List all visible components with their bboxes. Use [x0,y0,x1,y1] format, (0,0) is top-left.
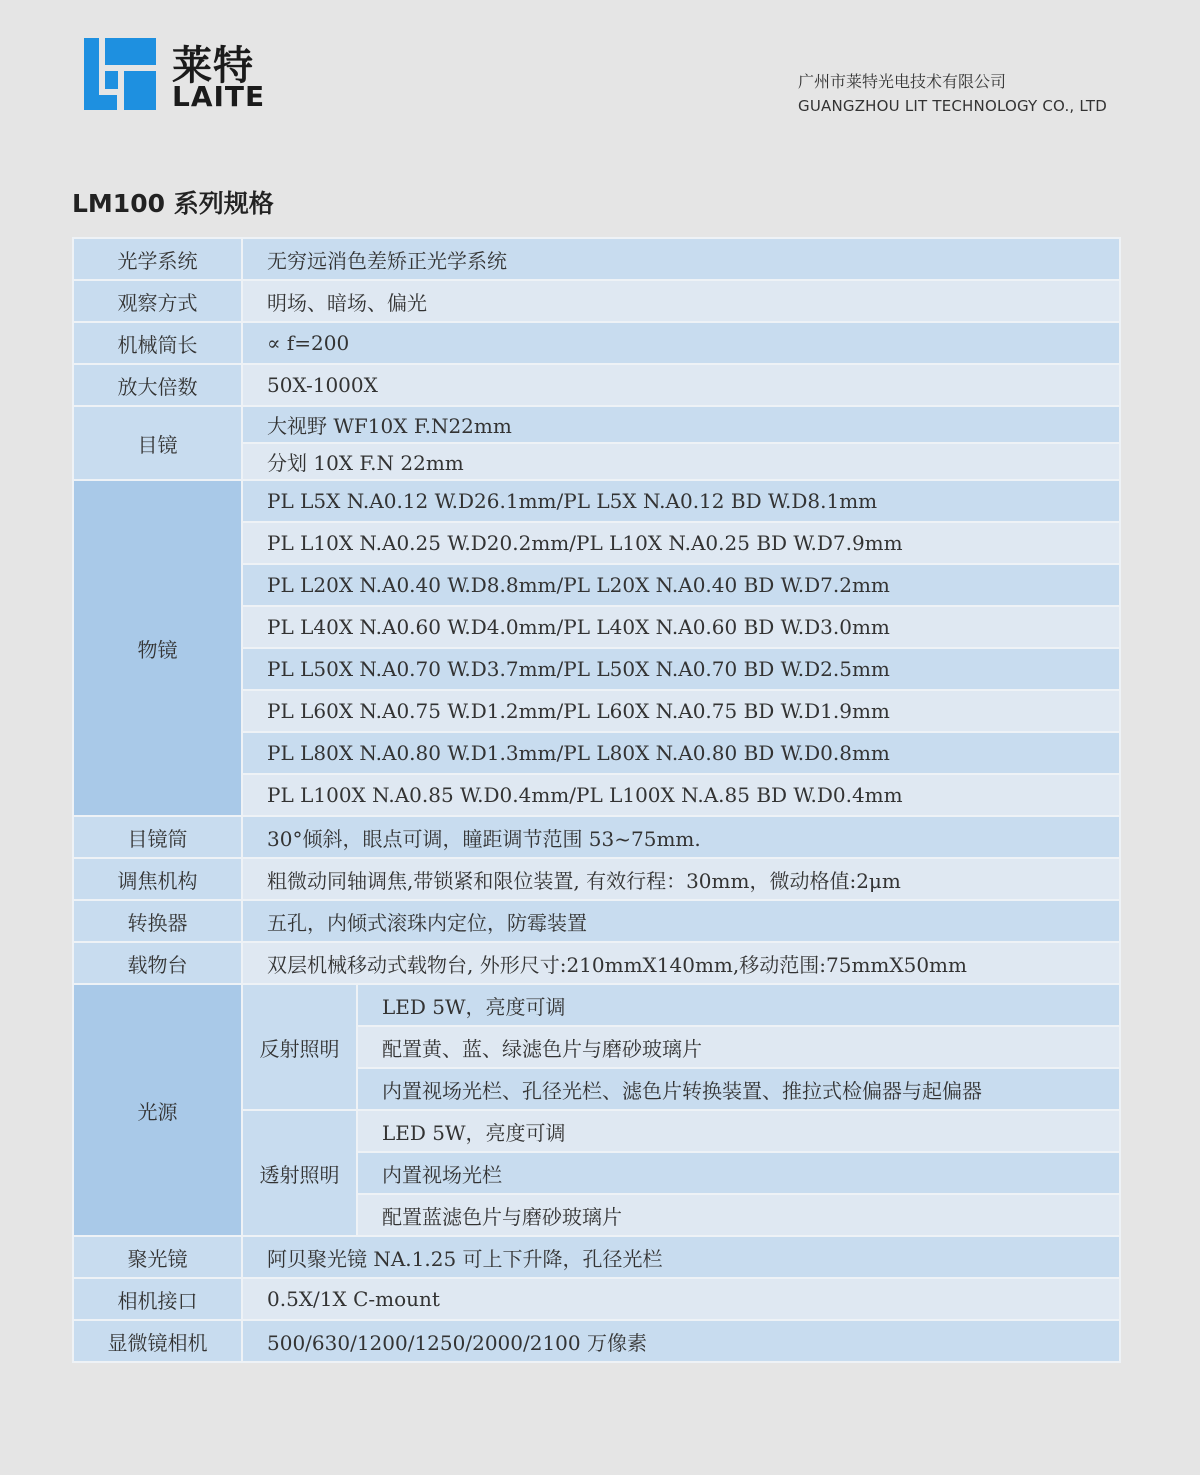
brand-name-en: LAITE [172,80,266,113]
row-value: 五孔，内倾式滚珠内定位，防霉装置 [242,900,1120,942]
sub-label: 反射照明 [242,984,357,1110]
row-label: 观察方式 [73,280,242,322]
row-value: 双层机械移动式载物台, 外形尺寸:210mmX140mm,移动范围:75mmX50mm [242,942,1120,984]
row-value: PL L100X N.A0.85 W.D0.4mm/PL L100X N.A.85 BD W.D0.4mm [242,774,1120,816]
row-value: 50X-1000X [242,364,1120,406]
row-label: 光学系统 [73,238,242,280]
company-info [798,70,1107,118]
row-value: 配置黄、蓝、绿滤色片与磨砂玻璃片 [357,1026,1120,1068]
table-row [73,364,1120,406]
brand-logo [84,38,274,113]
spec-table [72,237,1121,1363]
row-label: 聚光镜 [73,1236,242,1278]
table-row [73,322,1120,364]
brand-name-cn: 莱特 [172,43,254,89]
row-value: PL L50X N.A0.70 W.D3.7mm/PL L50X N.A0.70 BD W.D2.5mm [242,648,1120,690]
table-row [73,816,1120,858]
row-value: 30°倾斜，眼点可调，瞳距调节范围 53~75mm. [242,816,1120,858]
table-row [73,1320,1120,1362]
row-value: PL L80X N.A0.80 W.D1.3mm/PL L80X N.A0.80 BD W.D0.8mm [242,732,1120,774]
table-row [73,480,1120,522]
row-label: 机械筒长 [73,322,242,364]
row-value: 内置视场光栏、孔径光栏、滤色片转换装置、推拉式检偏器与起偏器 [357,1068,1120,1110]
table-row [73,406,1120,443]
table-row [73,858,1120,900]
row-label: 调焦机构 [73,858,242,900]
table-row [73,1236,1120,1278]
row-value: PL L60X N.A0.75 W.D1.2mm/PL L60X N.A0.75 BD W.D1.9mm [242,690,1120,732]
table-row [73,984,1120,1026]
row-label: 光源 [73,984,242,1236]
table-row [73,280,1120,322]
table-row [73,942,1120,984]
company-name-en: GUANGZHOU LIT TECHNOLOGY CO., LTD [798,97,1107,115]
row-value: 明场、暗场、偏光 [242,280,1120,322]
row-label: 物镜 [73,480,242,816]
row-label: 目镜筒 [73,816,242,858]
row-value: 阿贝聚光镜 NA.1.25 可上下升降，孔径光栏 [242,1236,1120,1278]
page-title: LM100 系列规格 [72,189,274,218]
table-row [73,238,1120,280]
row-value: 大视野 WF10X F.N22mm [242,406,1120,443]
row-value: ∝ f=200 [242,322,1120,364]
table-row [73,900,1120,942]
row-value: PL L5X N.A0.12 W.D26.1mm/PL L5X N.A0.12 BD W.D8.1mm [242,480,1120,522]
row-value: 配置蓝滤色片与磨砂玻璃片 [357,1194,1120,1236]
row-value: LED 5W，亮度可调 [357,1110,1120,1152]
row-label: 放大倍数 [73,364,242,406]
row-label: 转换器 [73,900,242,942]
row-value: 无穷远消色差矫正光学系统 [242,238,1120,280]
row-value: PL L20X N.A0.40 W.D8.8mm/PL L20X N.A0.40 BD W.D7.2mm [242,564,1120,606]
row-value: 内置视场光栏 [357,1152,1120,1194]
row-value: LED 5W，亮度可调 [357,984,1120,1026]
row-label: 相机接口 [73,1278,242,1320]
row-label: 显微镜相机 [73,1320,242,1362]
laite-logo-icon [84,38,156,110]
row-value: 500/630/1200/1250/2000/2100 万像素 [242,1320,1120,1362]
row-value: 0.5X/1X C-mount [242,1278,1120,1320]
row-label: 目镜 [73,406,242,480]
row-value: PL L10X N.A0.25 W.D20.2mm/PL L10X N.A0.25 BD W.D7.9mm [242,522,1120,564]
row-label: 载物台 [73,942,242,984]
sub-label: 透射照明 [242,1110,357,1236]
table-row [73,1278,1120,1320]
row-value: PL L40X N.A0.60 W.D4.0mm/PL L40X N.A0.60 BD W.D3.0mm [242,606,1120,648]
company-name-cn: 广州市莱特光电技术有限公司 [798,72,1007,91]
row-value: 粗微动同轴调焦,带锁紧和限位装置, 有效行程：30mm，微动格值:2μm [242,858,1120,900]
row-value: 分划 10X F.N 22mm [242,443,1120,480]
